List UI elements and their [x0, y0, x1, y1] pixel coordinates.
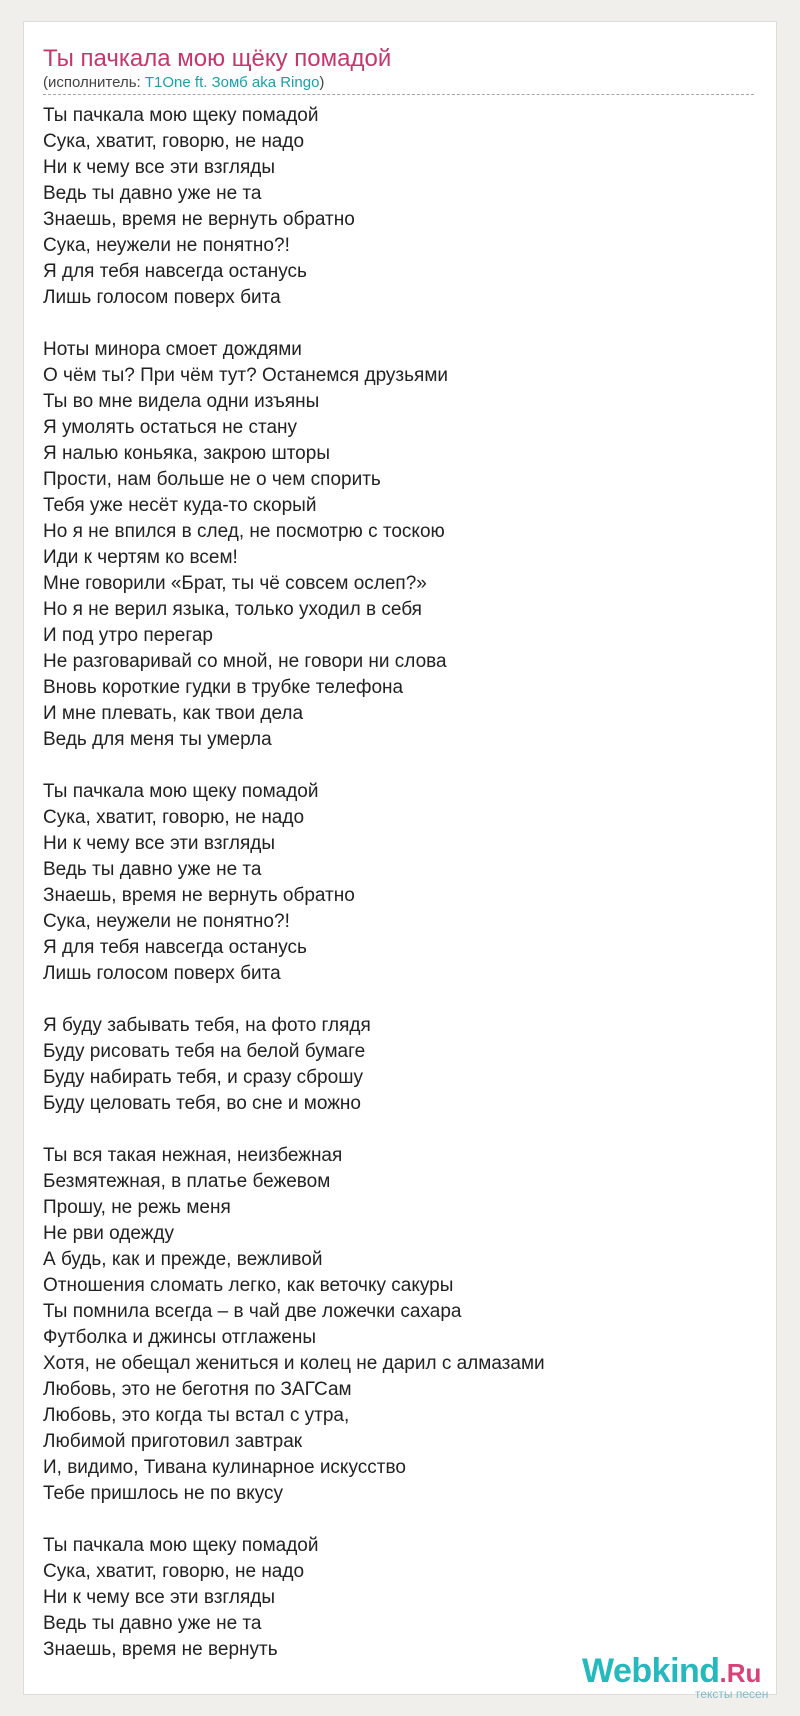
lyric-line: Ты во мне видела одни изъяны	[43, 391, 320, 412]
lyric-line: Буду набирать тебя, и сразу сброшу	[43, 1067, 363, 1088]
lyric-line: Ты помнила всегда – в чай две ложечки сахара	[43, 1301, 462, 1322]
lyric-line: Прости, нам больше не о чем спорить	[43, 469, 381, 490]
lyric-line: Любимой приготовил завтрак	[43, 1431, 303, 1452]
lyric-line: И мне плевать, как твои дела	[43, 703, 304, 724]
artist-link[interactable]: T1One ft. Зомб aka Ringo	[144, 74, 320, 91]
lyric-line: Сука, хватит, говорю, не надо	[43, 131, 305, 152]
lyric-line: Ты пачкала мою щеку помадой	[43, 1535, 319, 1556]
lyric-line: А будь, как и прежде, вежливой	[43, 1249, 323, 1270]
lyrics-card	[23, 21, 777, 1695]
lyric-line: Ты вся такая нежная, неизбежная	[43, 1145, 343, 1166]
lyric-line: Мне говорили «Брат, ты чё совсем ослеп?»	[43, 573, 427, 594]
logo-tld: .Ru	[719, 1658, 762, 1688]
lyric-line: Лишь голосом поверх бита	[43, 963, 281, 984]
lyric-line: Я умолять остаться не стану	[43, 417, 298, 438]
lyrics-stanza	[43, 337, 743, 753]
lyric-line: Футболка и джинсы отглажены	[43, 1327, 317, 1348]
lyric-line: Знаешь, время не вернуть	[43, 1639, 278, 1660]
lyric-line: И, видимо, Тивана кулинарное искусство	[43, 1457, 406, 1478]
lyric-line: Ни к чему все эти взгляды	[43, 833, 276, 854]
logo-word: Webkind	[582, 1652, 720, 1690]
lyric-line: Я для тебя навсегда останусь	[43, 937, 307, 958]
lyric-line: Я налью коньяка, закрою шторы	[43, 443, 330, 464]
lyric-line: О чём ты? При чём тут? Останемся друзьями	[43, 365, 448, 386]
lyric-line: Отношения сломать легко, как веточку сакуры	[43, 1275, 454, 1296]
lyric-line: Ведь для меня ты умерла	[43, 729, 272, 750]
lyric-line: Знаешь, время не вернуть обратно	[43, 209, 355, 230]
lyric-line: Сука, хватит, говорю, не надо	[43, 807, 305, 828]
lyrics-stanza	[43, 1533, 743, 1663]
lyric-line: Ты пачкала мою щеку помадой	[43, 105, 319, 126]
lyric-line: Ты пачкала мою щеку помадой	[43, 781, 319, 802]
lyrics-stanza	[43, 779, 743, 987]
lyric-line: Знаешь, время не вернуть обратно	[43, 885, 355, 906]
lyric-line: Любовь, это когда ты встал с утра,	[43, 1405, 350, 1426]
lyric-line: Ведь ты давно уже не та	[43, 1613, 262, 1634]
lyric-line: Но я не впился в след, не посмотрю с тоскою	[43, 521, 445, 542]
artist-suffix: )	[319, 74, 325, 91]
title-divider	[43, 94, 754, 95]
webkind-logo[interactable]	[582, 1651, 772, 1711]
lyric-line: Хотя, не обещал жениться и колец не дарил с алмазами	[43, 1353, 545, 1374]
lyrics-stanza	[43, 1143, 743, 1507]
logo-tagline: тексты песен	[695, 1687, 769, 1701]
lyrics-stanza	[43, 103, 743, 311]
lyric-line: Лишь голосом поверх бита	[43, 287, 281, 308]
lyric-line: Не рви одежду	[43, 1223, 175, 1244]
lyric-line: Не разговаривай со мной, не говори ни слова	[43, 651, 447, 672]
artist-prefix: (исполнитель:	[43, 74, 145, 91]
lyric-line: Иди к чертям ко всем!	[43, 547, 238, 568]
lyrics-stanza	[43, 1013, 743, 1117]
lyrics-text	[43, 103, 743, 1689]
lyric-line: Ведь ты давно уже не та	[43, 183, 262, 204]
lyric-line: Ноты минора смоет дождями	[43, 339, 302, 360]
lyric-line: Буду рисовать тебя на белой бумаге	[43, 1041, 366, 1062]
lyric-line: Прошу, не режь меня	[43, 1197, 231, 1218]
artist-line	[43, 73, 324, 93]
song-title: Ты пачкала мою щёку помадой	[43, 45, 392, 72]
lyric-line: Я для тебя навсегда останусь	[43, 261, 307, 282]
lyric-line: Ни к чему все эти взгляды	[43, 1587, 276, 1608]
lyric-line: Ни к чему все эти взгляды	[43, 157, 276, 178]
lyric-line: Сука, неужели не понятно?!	[43, 235, 290, 256]
lyric-line: Сука, неужели не понятно?!	[43, 911, 290, 932]
lyric-line: Но я не верил языка, только уходил в себя	[43, 599, 422, 620]
lyric-line: Безмятежная, в платье бежевом	[43, 1171, 331, 1192]
lyric-line: Сука, хватит, говорю, не надо	[43, 1561, 305, 1582]
lyric-line: Вновь короткие гудки в трубке телефона	[43, 677, 404, 698]
lyric-line: Тебя уже несёт куда-то скорый	[43, 495, 317, 516]
lyric-line: Тебе пришлось не по вкусу	[43, 1483, 284, 1504]
lyric-line: Буду целовать тебя, во сне и можно	[43, 1093, 361, 1114]
lyric-line: И под утро перегар	[43, 625, 213, 646]
lyric-line: Я буду забывать тебя, на фото глядя	[43, 1015, 371, 1036]
lyric-line: Любовь, это не беготня по ЗАГСам	[43, 1379, 352, 1400]
lyric-line: Ведь ты давно уже не та	[43, 859, 262, 880]
